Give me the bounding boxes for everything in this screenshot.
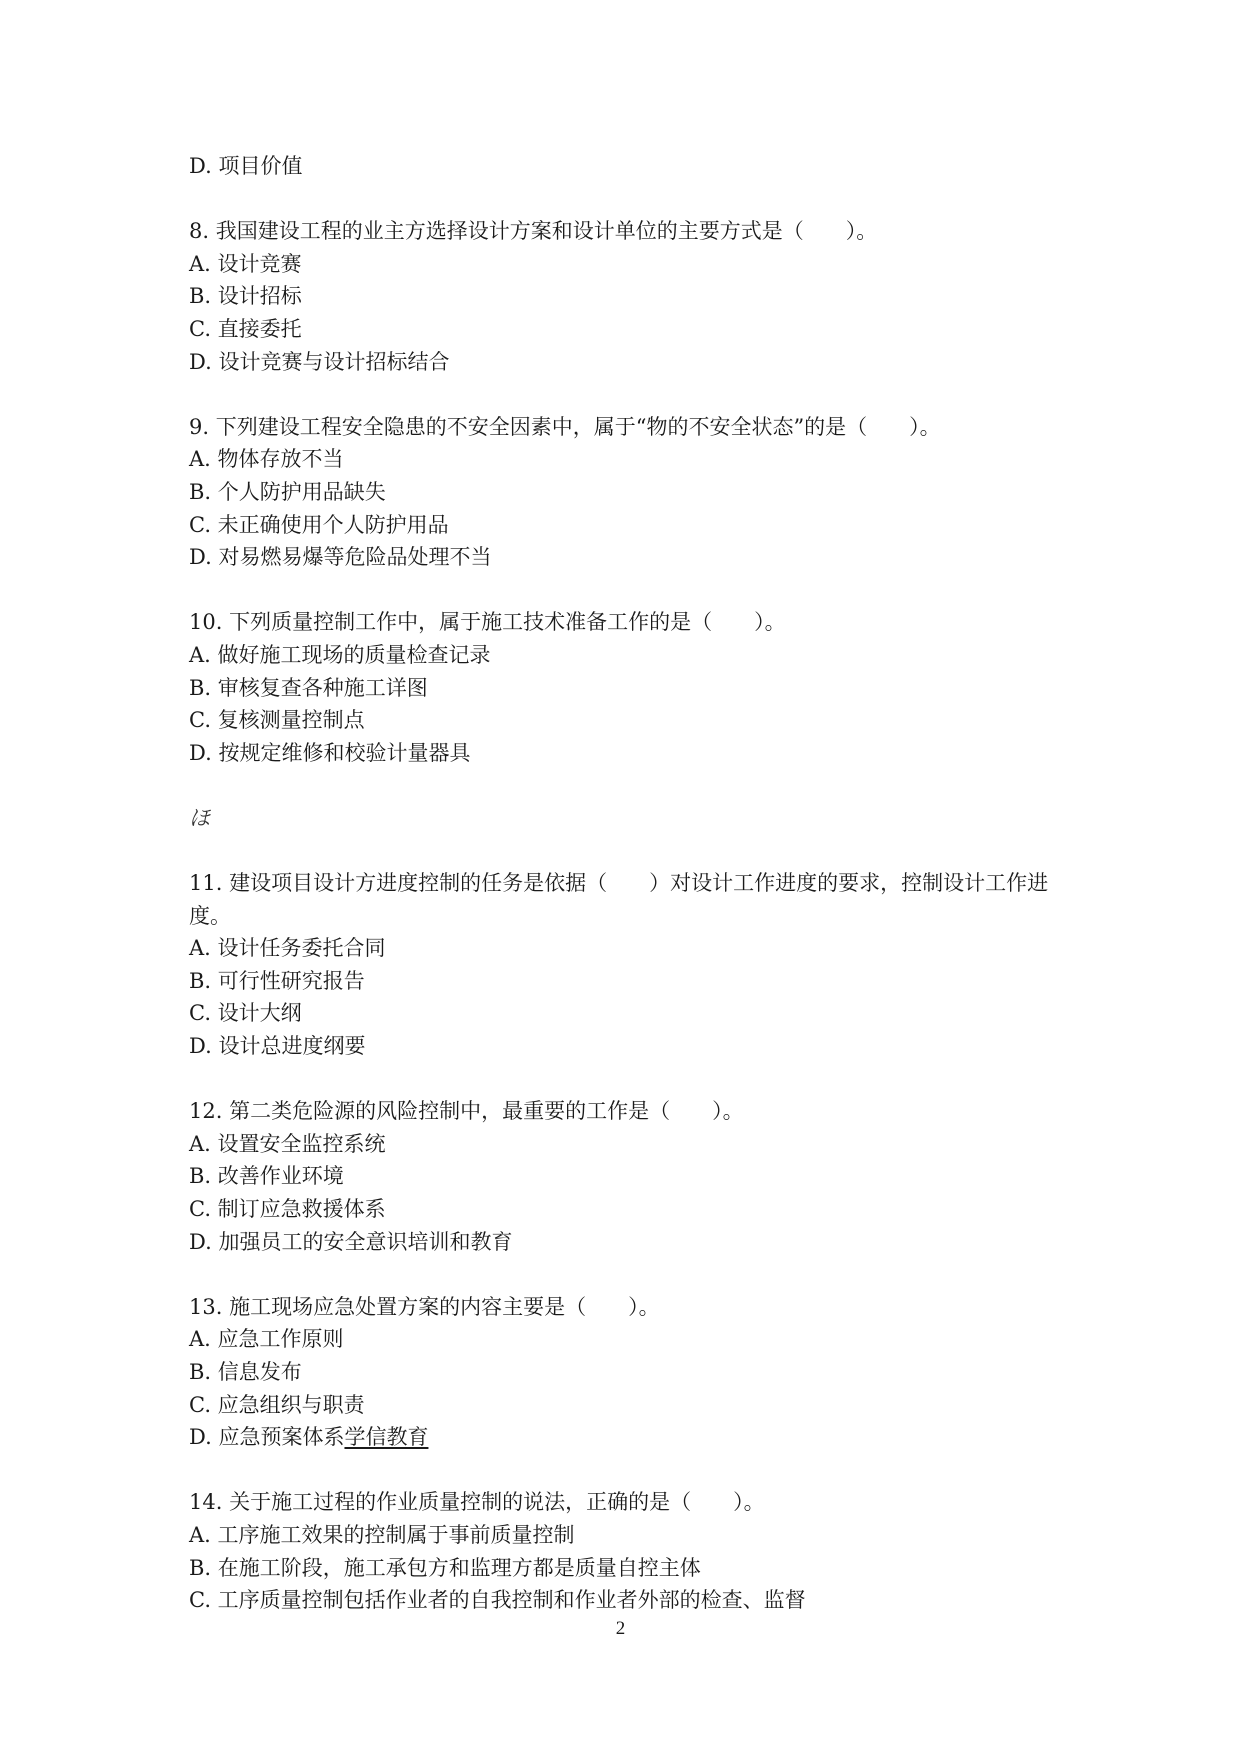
question-stem: 13. 施工现场应急处置方案的内容主要是（ ）。 xyxy=(189,1294,660,1319)
question-12 xyxy=(189,1095,1069,1258)
document-body xyxy=(189,150,1069,1617)
question-stem: 11. 建设项目设计方进度控制的任务是依据（ ）对设计工作进度的要求，控制设计工作进度。 xyxy=(189,871,1049,928)
option-d: D. 设计竞赛与设计招标结合 xyxy=(189,349,450,374)
option-d: D. 加强员工的安全意识培训和教育 xyxy=(189,1229,513,1254)
paragraph-gap xyxy=(189,1258,1069,1291)
option-b: B. 信息发布 xyxy=(189,1359,302,1384)
option-b: B. 可行性研究报告 xyxy=(189,968,365,993)
paragraph-gap xyxy=(189,183,1069,216)
question-stem: 8. 我国建设工程的业主方选择设计方案和设计单位的主要方式是（ ）。 xyxy=(189,219,878,244)
option-a: A. 设置安全监控系统 xyxy=(189,1131,386,1156)
paragraph-gap xyxy=(189,834,1069,867)
option-c: C. 未正确使用个人防护用品 xyxy=(189,512,449,537)
paragraph-gap xyxy=(189,1063,1069,1096)
option-b: B. 设计招标 xyxy=(189,284,302,309)
option-a: A. 工序施工效果的控制属于事前质量控制 xyxy=(189,1522,575,1547)
option-b: B. 个人防护用品缺失 xyxy=(189,479,386,504)
watermark-link[interactable]: 学信教育 xyxy=(344,1425,429,1450)
option-a: A. 应急工作原则 xyxy=(189,1327,344,1352)
option-d: D. 对易燃易爆等危险品处理不当 xyxy=(189,545,492,570)
option-d: D. 按规定维修和校验计量器具 xyxy=(189,740,471,765)
option-c: C. 制订应急救援体系 xyxy=(189,1197,386,1221)
question-stem: 9. 下列建设工程安全隐患的不安全因素中，属于“物的不安全状态”的是（ ）。 xyxy=(189,414,941,439)
option-d-text: D. 应急预案体系 xyxy=(189,1425,345,1450)
question-13 xyxy=(189,1291,1069,1454)
option-c: C. 复核测量控制点 xyxy=(189,708,365,733)
stray-mark: ほ xyxy=(189,805,210,830)
option-a: A. 做好施工现场的质量检查记录 xyxy=(189,642,491,667)
question-10 xyxy=(189,606,1069,769)
question-14 xyxy=(189,1486,1069,1616)
paragraph-gap xyxy=(189,378,1069,411)
paragraph-gap xyxy=(189,1454,1069,1487)
option-c: C. 设计大纲 xyxy=(189,1001,302,1026)
option-line: D. 项目价值 xyxy=(189,154,303,178)
page-number: 2 xyxy=(615,1618,626,1639)
option-b: B. 改善作业环境 xyxy=(189,1164,344,1189)
option-a: A. 设计竞赛 xyxy=(189,251,302,276)
option-a: A. 物体存放不当 xyxy=(189,447,344,472)
question-stem: 10. 下列质量控制工作中，属于施工技术准备工作的是（ ）。 xyxy=(189,610,786,635)
option-d xyxy=(189,1421,1069,1454)
question-stem: 12. 第二类危险源的风险控制中，最重要的工作是（ ）。 xyxy=(189,1099,744,1124)
option-a: A. 设计任务委托合同 xyxy=(189,936,386,961)
option-d: D. 设计总进度纲要 xyxy=(189,1034,366,1059)
question-stem: 14. 关于施工过程的作业质量控制的说法，正确的是（ ）。 xyxy=(189,1490,765,1515)
option-c: C. 应急组织与职责 xyxy=(189,1392,365,1417)
paragraph-gap xyxy=(189,769,1069,802)
option-b: B. 在施工阶段，施工承包方和监理方都是质量自控主体 xyxy=(189,1555,701,1580)
option-b: B. 审核复查各种施工详图 xyxy=(189,675,428,700)
question-11 xyxy=(189,867,1069,1063)
question-9 xyxy=(189,411,1069,574)
option-c: C. 直接委托 xyxy=(189,316,302,341)
question-8 xyxy=(189,215,1069,378)
paragraph-gap xyxy=(189,574,1069,607)
option-c: C. 工序质量控制包括作业者的自我控制和作业者外部的检查、监督 xyxy=(189,1588,806,1613)
